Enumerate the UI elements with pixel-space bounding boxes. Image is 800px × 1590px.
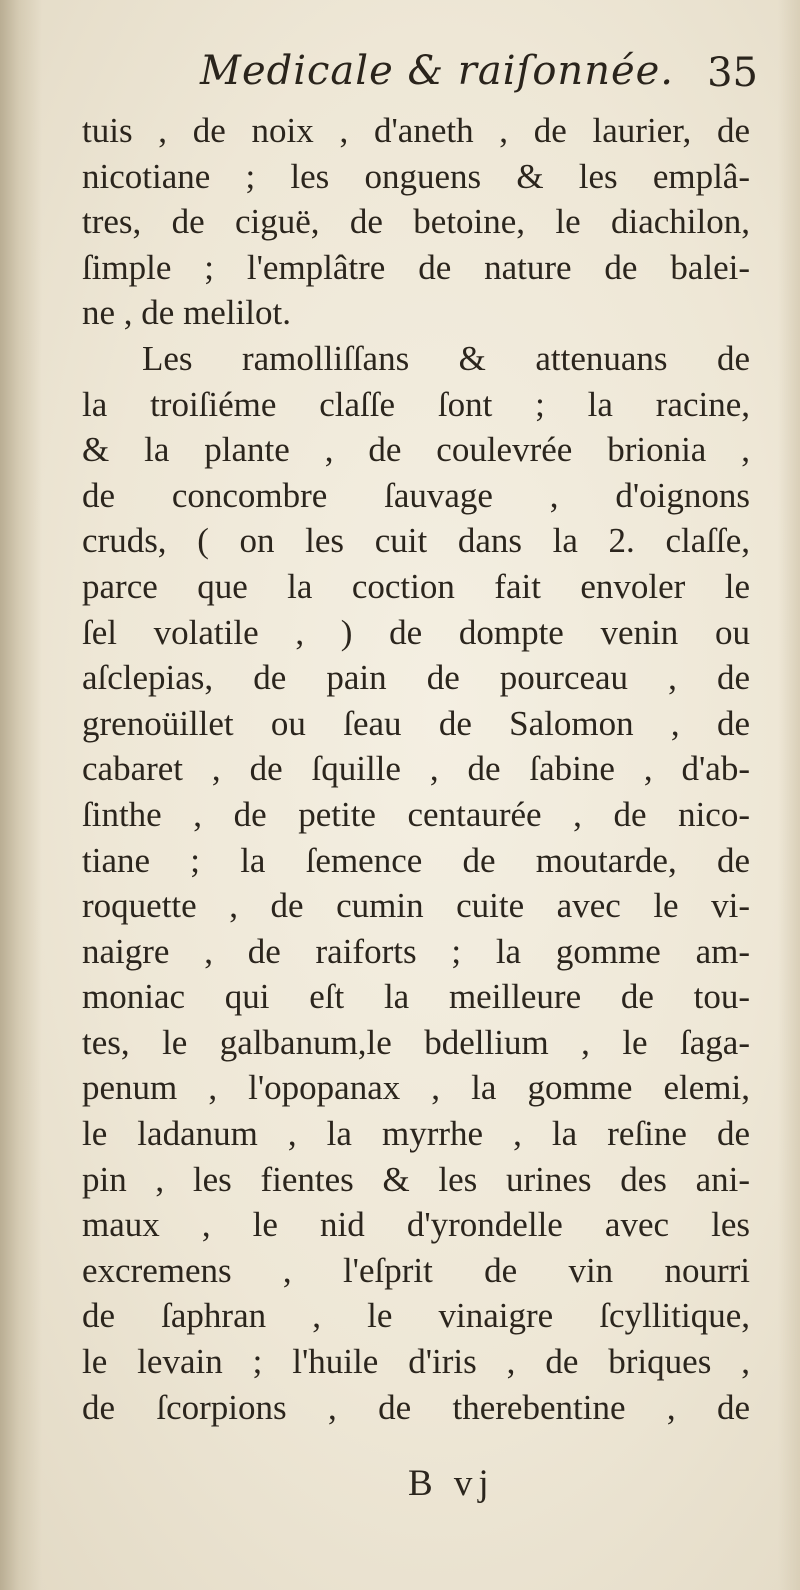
text-line: aſclepias, de pain de pourceau , de	[82, 658, 750, 698]
gutter-shadow	[0, 0, 42, 1590]
text-line: ne , de melilot.	[82, 293, 291, 333]
page-number: 35	[707, 50, 758, 96]
text-line: tiane ; la ſemence de moutarde, de	[82, 840, 750, 880]
text-line: de concombre ſauvage , d'oignons	[82, 475, 750, 515]
text-line: ſinthe , de petite centaurée , de nico-	[82, 794, 750, 834]
running-title: Medicale & raiſonnée.	[200, 48, 675, 94]
text-line: & la plante , de coulevrée brionia ,	[82, 430, 750, 470]
text-line: grenoüillet ou ſeau de Salomon , de	[82, 703, 750, 743]
body-text	[82, 108, 750, 1430]
text-line: nicotiane ; les onguens & les emplâ-	[82, 156, 750, 196]
running-head	[110, 48, 770, 108]
text-line: le ladanum , la myrrhe , la reſine de	[82, 1114, 750, 1154]
page-edge	[778, 0, 800, 1590]
text-line: de ſaphran , le vinaigre ſcyllitique,	[82, 1296, 750, 1336]
text-line: roquette , de cumin cuite avec le vi-	[82, 886, 750, 926]
text-line: naigre , de raiforts ; la gomme am-	[82, 931, 750, 971]
text-line: de ſcorpions , de therebentine , de	[82, 1387, 750, 1427]
text-line: la troiſiéme claſſe ſont ; la racine,	[82, 384, 750, 424]
text-line: tres, de ciguë, de betoine, le diachilon,	[82, 202, 750, 242]
text-line: Les ramolliſſans & attenuans de	[142, 338, 750, 378]
text-line: cruds, ( on les cuit dans la 2. claſſe,	[82, 521, 750, 561]
signature-mark: B vj	[408, 1463, 495, 1504]
text-line: maux , le nid d'yrondelle avec les	[82, 1205, 750, 1245]
text-line: cabaret , de ſquille , de ſabine , d'ab-	[82, 749, 750, 789]
text-line: excremens , l'eſprit de vin nourri	[82, 1250, 750, 1290]
text-line: penum , l'opopanax , la gomme elemi,	[82, 1068, 750, 1108]
text-line: ſel volatile , ) de dompte venin ou	[82, 612, 750, 652]
text-line: tuis , de noix , d'aneth , de laurier, de	[82, 111, 750, 150]
text-line: pin , les fientes & les urines des ani-	[82, 1159, 750, 1199]
text-line: parce que la coction fait envoler le	[82, 566, 750, 606]
text-line: le levain ; l'huile d'iris , de briques ,	[82, 1342, 750, 1382]
text-line: tes, le galbanum,le bdellium , le ſaga-	[82, 1022, 750, 1062]
text-line: ſimple ; l'emplâtre de nature de balei-	[82, 247, 750, 287]
text-line: moniac qui eſt la meilleure de tou-	[82, 977, 750, 1017]
